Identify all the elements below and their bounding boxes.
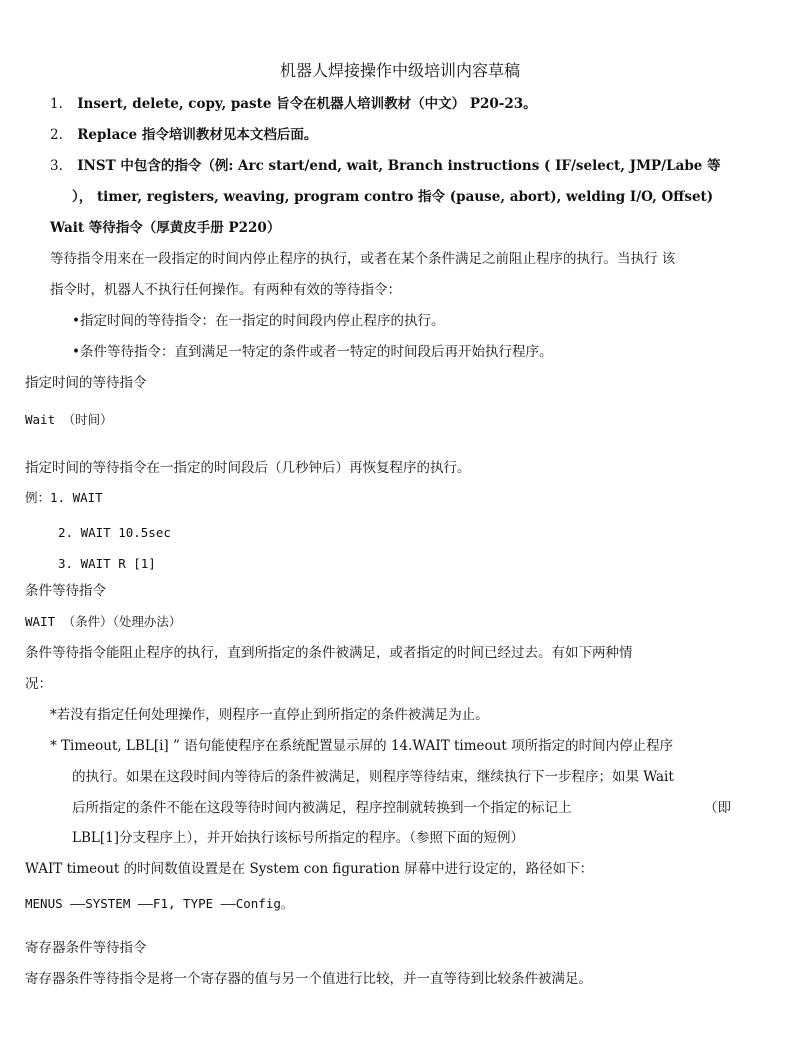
register-wait-description: 寄存器条件等待指令是将一个寄存器的值与另一个值进行比较，并一直等待到比较条件被满足。: [25, 971, 592, 987]
bullet-conditional-wait: •条件等待指令：直到满足一特定的条件或者一特定的时间段后再开始执行程序。: [72, 344, 553, 360]
example-line-3: 3. WAIT R [1]: [58, 556, 156, 571]
case-timeout-line-2: 的执行。如果在这段时间内等待后的条件被满足，则程序等待结束，继续执行下一步程序；如果 Wait: [72, 769, 674, 785]
timed-wait-description: 指定时间的等待指令在一指定的时间段后（几秒钟后）再恢复程序的执行。: [25, 460, 471, 476]
conditional-wait-heading: 条件等待指令: [25, 583, 106, 599]
timed-wait-heading: 指定时间的等待指令: [25, 375, 147, 391]
timed-wait-syntax: Wait （时间）: [25, 412, 113, 427]
list-item-3: [50, 157, 721, 175]
menu-path: MENUS ——SYSTEM ——F1, TYPE ——Config。: [25, 896, 294, 911]
list-number: 2.: [50, 127, 63, 143]
case-timeout-line-3-end: （即: [704, 800, 731, 816]
conditional-wait-syntax: WAIT （条件）（处理办法）: [25, 614, 182, 629]
intro-paragraph-line-2: 指令时，机器人不执行任何操作。有两种有效的等待指令：: [50, 282, 401, 298]
case-timeout-line-4: LBL[1]分支程序上），并开始执行该标号所指定的程序。（参照下面的短例）: [72, 830, 524, 846]
bullet-timed-wait: •指定时间的等待指令：在一指定的时间段内停止程序的执行。: [72, 313, 445, 329]
intro-paragraph-line-1: 等待指令用来在一段指定的时间内停止程序的执行，或者在某个条件满足之前阻止程序的执行。当执行 该: [50, 251, 676, 267]
case-timeout-line-3: 后所指定的条件不能在这段等待时间内被满足，程序控制就转换到一个指定的标记上: [72, 800, 572, 816]
timeout-config-text: WAIT timeout 的时间数值设置是在 System con figuration 屏幕中进行设定的，路径如下：: [25, 861, 594, 877]
list-number: 1.: [50, 96, 63, 112]
case-no-handler: *若没有指定任何处理操作，则程序一直停止到所指定的条件被满足为止。: [50, 707, 489, 723]
register-wait-heading: 寄存器条件等待指令: [25, 940, 147, 956]
case-timeout-line-1: * Timeout, LBL[i] ” 语句能使程序在系统配置显示屏的 14.WAIT timeout 项所指定的时间内停止程序: [50, 738, 674, 754]
example-line-2: 2. WAIT 10.5sec: [58, 525, 171, 540]
list-item-3-continuation: ）， timer, registers, weaving, program contro 指令 (pause, abort), welding I/O, Offset): [72, 189, 714, 205]
list-text: Insert, delete, copy, paste 旨令在机器人培训教材（中文） P20-23。: [77, 96, 537, 112]
conditional-wait-description-line-1: 条件等待指令能阻止程序的执行，直到所指定的条件被满足，或者指定的时间已经过去。有如下两种情: [25, 645, 633, 661]
list-item-2: [50, 126, 317, 144]
example-line-1: 例：1. WAIT: [25, 490, 103, 505]
list-item-1: [50, 95, 537, 113]
list-number: 3.: [50, 158, 63, 174]
conditional-wait-description-line-2: 况：: [25, 676, 52, 692]
list-text: Replace 指令培训教材见本文档后面。: [77, 127, 318, 143]
document-title: 机器人焊接操作中级培训内容草稿: [279, 61, 520, 80]
wait-heading: Wait 等待指令（厚黄皮手册 P220）: [50, 220, 281, 236]
list-text: INST 中包含的指令（例: Arc start/end, wait, Branch instructions ( IF/select, JMP/Labe 等: [77, 158, 721, 174]
